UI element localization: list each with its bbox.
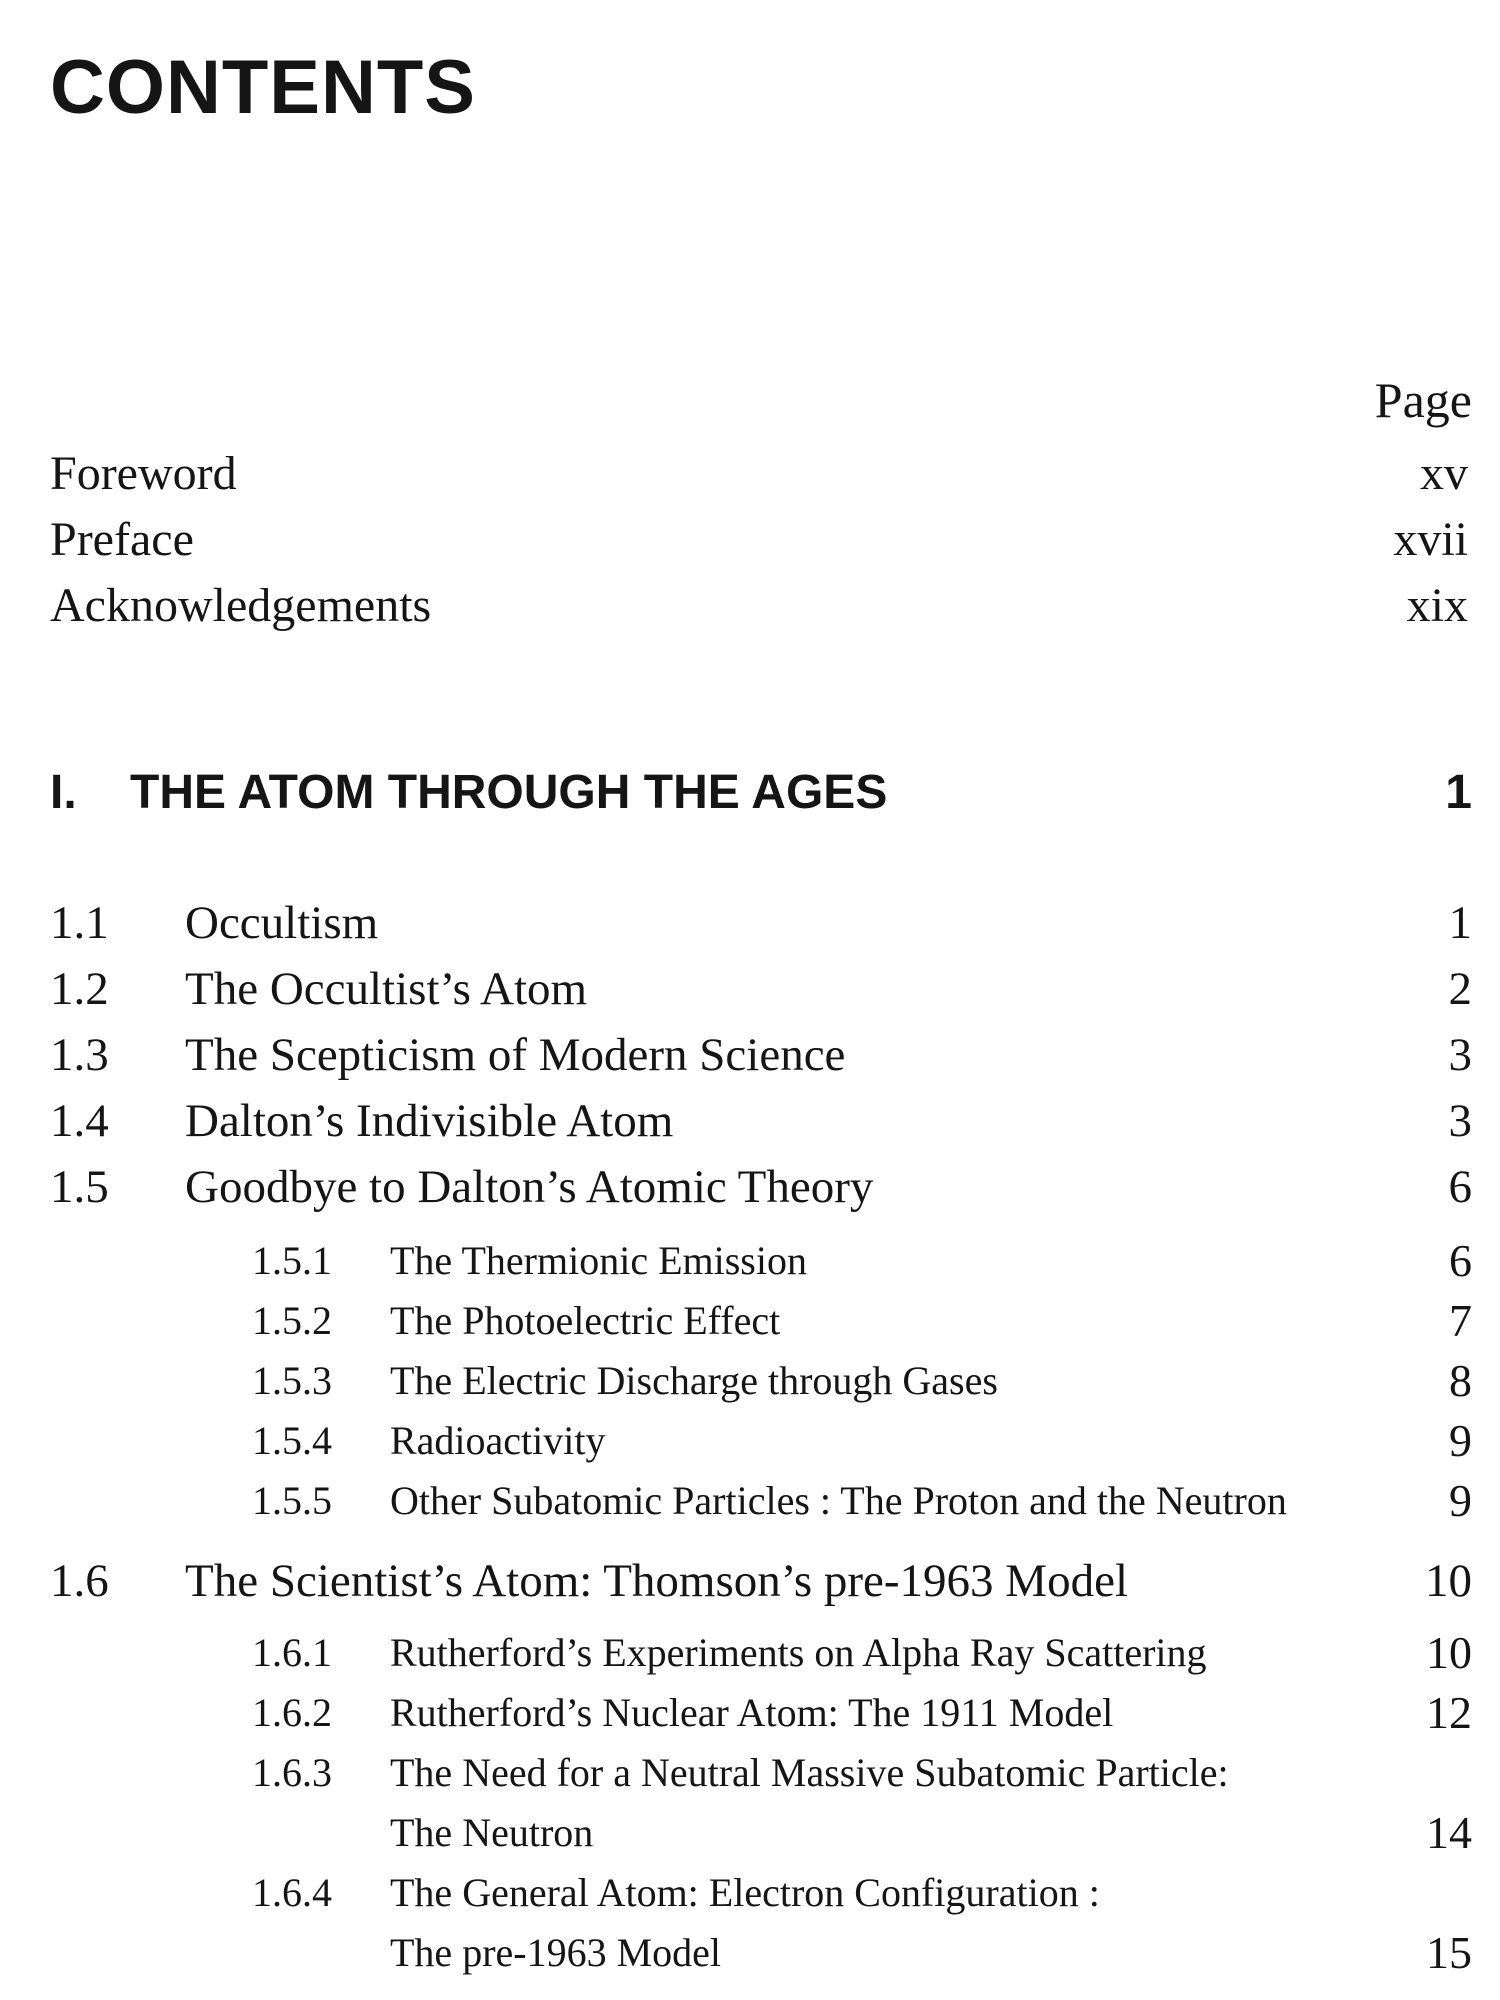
subsection-page: 12: [1426, 1687, 1472, 1738]
toc-subsection: [252, 1472, 1472, 1530]
toc-section: [50, 1550, 1472, 1612]
section-title: Goodbye to Dalton’s Atomic Theory: [185, 1161, 874, 1213]
section-page: 6: [1448, 1161, 1472, 1213]
subsection-page: 9: [1449, 1475, 1472, 1526]
toc-section: [50, 1090, 1472, 1152]
subsection-title: Other Subatomic Particles : The Proton and the Neutron: [390, 1478, 1287, 1523]
page-column-header: Page: [1374, 372, 1472, 428]
chapter-heading: [50, 758, 1472, 828]
subsection-page: 10: [1426, 1627, 1472, 1678]
chapter-number: I.: [50, 766, 77, 819]
subsection-title: Rutherford’s Nuclear Atom: The 1911 Model: [390, 1690, 1114, 1735]
subsection-title: Rutherford’s Experiments on Alpha Ray Scattering: [390, 1630, 1207, 1675]
subsection-number: 1.5.5: [252, 1478, 332, 1523]
toc-subsection: [252, 1412, 1472, 1470]
section-number: 1.3: [50, 1029, 109, 1081]
toc-subsection: [252, 1292, 1472, 1350]
toc-entry-page: xv: [1420, 447, 1468, 500]
toc-entry-title: Acknowledgements: [50, 579, 432, 632]
toc-section: [50, 1024, 1472, 1086]
subsection-title: The Thermionic Emission: [390, 1238, 807, 1283]
subsection-number: 1.6.4: [252, 1870, 332, 1915]
section-number: 1.6: [50, 1555, 109, 1607]
subsection-number: 1.5.4: [252, 1418, 332, 1463]
toc-subsection: [252, 1232, 1472, 1290]
toc-subsection: [252, 1352, 1472, 1410]
subsection-title: The Need for a Neutral Massive Subatomic Particle:: [390, 1750, 1229, 1795]
section-title: Dalton’s Indivisible Atom: [185, 1095, 674, 1147]
toc-subsection: [252, 1864, 1472, 1978]
chapter-page: 1: [1445, 766, 1472, 819]
toc-entry-title: Foreword: [50, 447, 237, 500]
toc-entry-foreword: [50, 444, 1468, 504]
subsection-number: 1.6.3: [252, 1750, 332, 1795]
subsection-page: 9: [1449, 1415, 1472, 1466]
subsection-number: 1.6.2: [252, 1690, 332, 1735]
subsection-title-continued: The Neutron: [390, 1810, 594, 1855]
toc-entry-page: xvii: [1393, 513, 1468, 566]
toc-subsection: [252, 1684, 1472, 1742]
subsection-page: 14: [1426, 1807, 1472, 1858]
toc-entry-page: xix: [1406, 579, 1468, 632]
subsection-number: 1.5.3: [252, 1358, 332, 1403]
section-title: The Scientist’s Atom: Thomson’s pre-1963 Model: [185, 1555, 1129, 1607]
section-page: 3: [1448, 1029, 1472, 1081]
subsection-page: 15: [1426, 1927, 1472, 1978]
toc-section: [50, 892, 1472, 954]
subsection-title: Radioactivity: [390, 1418, 606, 1463]
subsection-title: The Electric Discharge through Gases: [390, 1358, 998, 1403]
section-page: 10: [1425, 1555, 1472, 1607]
toc-subsection: [252, 1744, 1472, 1858]
toc-section: [50, 958, 1472, 1020]
section-number: 1.2: [50, 963, 109, 1015]
subsection-page: 7: [1449, 1295, 1472, 1346]
toc-entry-preface: [50, 510, 1468, 570]
subsection-page: 8: [1449, 1355, 1472, 1406]
section-page: 1: [1448, 897, 1472, 949]
subsection-page: 6: [1449, 1235, 1472, 1286]
subsection-number: 1.5.1: [252, 1238, 332, 1283]
section-title: Occultism: [185, 897, 379, 949]
section-number: 1.1: [50, 897, 109, 949]
page-title: CONTENTS: [50, 45, 476, 130]
subsection-title: The Photoelectric Effect: [390, 1298, 781, 1343]
toc-entry-acknowledgements: [50, 576, 1468, 636]
chapter-title: THE ATOM THROUGH THE AGES: [130, 766, 888, 819]
subsection-title-continued: The pre-1963 Model: [390, 1930, 722, 1975]
section-number: 1.4: [50, 1095, 109, 1147]
toc-subsection: [252, 1624, 1472, 1682]
section-page: 3: [1448, 1095, 1472, 1147]
toc-entry-title: Preface: [50, 513, 194, 566]
subsection-number: 1.5.2: [252, 1298, 332, 1343]
section-page: 2: [1448, 963, 1472, 1015]
section-title: The Scepticism of Modern Science: [185, 1029, 846, 1081]
section-number: 1.5: [50, 1161, 109, 1213]
section-title: The Occultist’s Atom: [185, 963, 588, 1015]
subsection-title: The General Atom: Electron Configuration :: [390, 1870, 1100, 1915]
subsection-number: 1.6.1: [252, 1630, 332, 1675]
toc-section: [50, 1156, 1472, 1218]
